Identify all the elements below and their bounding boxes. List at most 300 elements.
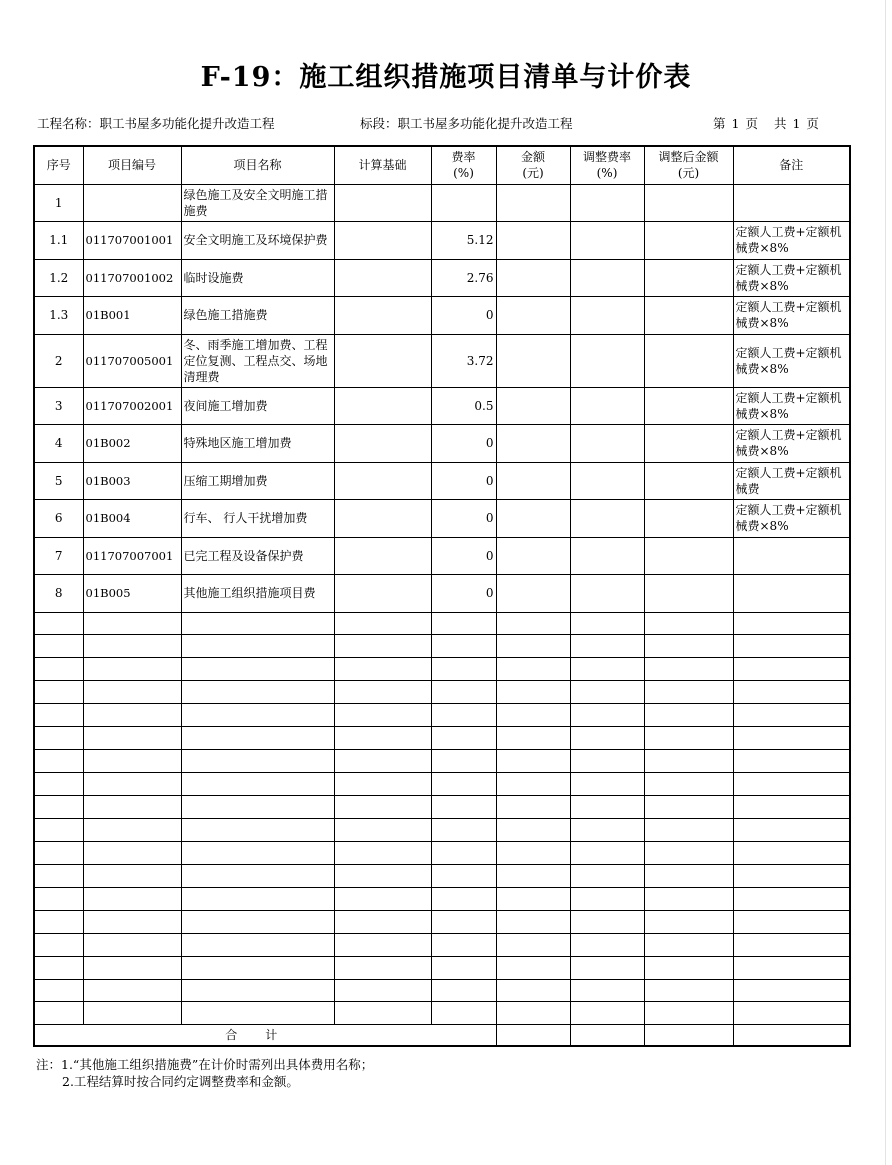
empty-cell: [733, 818, 850, 841]
empty-cell: [334, 796, 431, 819]
empty-row: [34, 612, 850, 635]
cell-adj-amount: [644, 425, 733, 463]
cell-base: [334, 462, 431, 500]
cell-base: [334, 425, 431, 463]
header-rate-label: 费率: [451, 150, 476, 165]
empty-cell: [431, 841, 496, 864]
cell-amount: [496, 537, 570, 575]
empty-cell: [644, 887, 733, 910]
cell-base: [334, 387, 431, 425]
empty-cell: [644, 727, 733, 750]
empty-cell: [334, 1002, 431, 1025]
empty-cell: [644, 704, 733, 727]
cell-adj-amount: [644, 500, 733, 538]
empty-cell: [431, 727, 496, 750]
table-row: [34, 575, 850, 613]
empty-cell: [496, 612, 570, 635]
empty-cell: [733, 933, 850, 956]
empty-cell: [181, 979, 334, 1002]
table-row: [34, 425, 850, 463]
empty-cell: [34, 818, 83, 841]
empty-row: [34, 818, 850, 841]
cell-code: 01B001: [83, 297, 181, 335]
cell-seq: 2: [34, 334, 83, 387]
cell-code: 01B004: [83, 500, 181, 538]
cell-remark: 定额人工费+定额机械费×8%: [733, 387, 850, 425]
empty-cell: [431, 704, 496, 727]
footnote-2: 2.工程结算时按合同约定调整费率和金额。: [62, 1074, 299, 1089]
total-word: 共: [773, 116, 787, 131]
cell-code: 01B005: [83, 575, 181, 613]
empty-row: [34, 979, 850, 1002]
cell-amount: [496, 259, 570, 297]
empty-cell: [431, 1002, 496, 1025]
empty-cell: [181, 796, 334, 819]
empty-cell: [334, 887, 431, 910]
cell-adj-rate: [570, 259, 644, 297]
header-amount: [496, 146, 570, 184]
empty-cell: [83, 658, 181, 681]
empty-cell: [733, 796, 850, 819]
empty-cell: [34, 704, 83, 727]
empty-cell: [496, 956, 570, 979]
empty-cell: [496, 658, 570, 681]
empty-cell: [34, 635, 83, 658]
project-name: 工程名称：职工书屋多功能化提升改造工程: [37, 116, 275, 131]
empty-cell: [334, 704, 431, 727]
empty-cell: [181, 773, 334, 796]
total-pages: 1: [792, 116, 801, 131]
empty-cell: [570, 887, 644, 910]
table-row: [34, 222, 850, 260]
cell-remark: 定额人工费+定额机械费×8%: [733, 425, 850, 463]
empty-cell: [431, 818, 496, 841]
header-seq: 序号: [34, 146, 83, 184]
header-rate-unit: (%): [453, 166, 474, 181]
empty-cell: [83, 841, 181, 864]
cell-remark: 定额人工费+定额机械费: [733, 462, 850, 500]
empty-row: [34, 956, 850, 979]
cell-base: [334, 537, 431, 575]
empty-cell: [34, 773, 83, 796]
header-amount-unit: (元): [522, 166, 544, 181]
cell-amount: [496, 500, 570, 538]
empty-cell: [570, 979, 644, 1002]
empty-cell: [334, 979, 431, 1002]
cell-amount: [496, 462, 570, 500]
empty-cell: [334, 864, 431, 887]
cell-code: 011707002001: [83, 387, 181, 425]
empty-cell: [181, 750, 334, 773]
cell-seq: 5: [34, 462, 83, 500]
header-adj-rate-label: 调整费率: [582, 150, 631, 165]
empty-cell: [570, 658, 644, 681]
cell-adj-amount: [644, 462, 733, 500]
total-remark: [733, 1025, 850, 1046]
empty-cell: [570, 612, 644, 635]
empty-cell: [431, 933, 496, 956]
total-amount: [496, 1025, 570, 1046]
cell-name: 临时设施费: [181, 259, 334, 297]
cell-adj-amount: [644, 184, 733, 222]
cell-remark: 定额人工费+定额机械费×8%: [733, 500, 850, 538]
empty-cell: [570, 727, 644, 750]
total-row: [34, 1025, 850, 1046]
empty-cell: [431, 612, 496, 635]
empty-cell: [431, 956, 496, 979]
empty-cell: [334, 750, 431, 773]
cell-remark: 定额人工费+定额机械费×8%: [733, 259, 850, 297]
cell-base: [334, 297, 431, 335]
empty-cell: [334, 727, 431, 750]
empty-cell: [34, 681, 83, 704]
cell-remark: 定额人工费+定额机械费×8%: [733, 297, 850, 335]
empty-cell: [733, 658, 850, 681]
empty-cell: [496, 1002, 570, 1025]
table-row: [34, 259, 850, 297]
cell-amount: [496, 387, 570, 425]
empty-cell: [34, 864, 83, 887]
empty-cell: [733, 864, 850, 887]
empty-cell: [644, 979, 733, 1002]
empty-row: [34, 796, 850, 819]
empty-cell: [733, 704, 850, 727]
empty-cell: [496, 796, 570, 819]
empty-cell: [570, 818, 644, 841]
empty-cell: [733, 956, 850, 979]
empty-cell: [644, 635, 733, 658]
cell-rate: 0.5: [431, 387, 496, 425]
empty-cell: [83, 704, 181, 727]
total-adj-amount: [644, 1025, 733, 1046]
empty-cell: [733, 727, 850, 750]
empty-cell: [644, 658, 733, 681]
empty-cell: [181, 841, 334, 864]
empty-row: [34, 887, 850, 910]
empty-row: [34, 933, 850, 956]
cell-rate: 0: [431, 297, 496, 335]
table-row: [34, 537, 850, 575]
empty-cell: [431, 635, 496, 658]
empty-cell: [83, 956, 181, 979]
cell-remark: [733, 537, 850, 575]
cell-adj-amount: [644, 222, 733, 260]
empty-cell: [334, 933, 431, 956]
empty-cell: [644, 796, 733, 819]
cell-base: [334, 222, 431, 260]
cell-base: [334, 575, 431, 613]
cell-adj-rate: [570, 500, 644, 538]
cell-adj-rate: [570, 462, 644, 500]
empty-cell: [570, 681, 644, 704]
empty-cell: [644, 1002, 733, 1025]
cell-adj-rate: [570, 387, 644, 425]
empty-row: [34, 704, 850, 727]
empty-cell: [334, 635, 431, 658]
empty-row: [34, 727, 850, 750]
empty-row: [34, 841, 850, 864]
cell-seq: 7: [34, 537, 83, 575]
page-edge-line: [885, 0, 886, 1165]
empty-cell: [34, 887, 83, 910]
table-row: [34, 387, 850, 425]
header-name: 项目名称: [181, 146, 334, 184]
cell-rate: 2.76: [431, 259, 496, 297]
empty-cell: [83, 864, 181, 887]
empty-cell: [83, 612, 181, 635]
footnote-1: 注：1.“其他施工组织措施费”在计价时需列出具体费用名称；: [36, 1057, 374, 1072]
empty-cell: [34, 956, 83, 979]
empty-cell: [431, 864, 496, 887]
empty-cell: [570, 704, 644, 727]
empty-cell: [431, 681, 496, 704]
cell-amount: [496, 425, 570, 463]
empty-cell: [334, 612, 431, 635]
cell-seq: 1: [34, 184, 83, 222]
empty-cell: [334, 956, 431, 979]
empty-cell: [570, 864, 644, 887]
empty-row: [34, 910, 850, 933]
header-remark: 备注: [733, 146, 850, 184]
cell-remark: 定额人工费+定额机械费×8%: [733, 334, 850, 387]
cell-rate: 5.12: [431, 222, 496, 260]
empty-row: [34, 658, 850, 681]
empty-cell: [570, 841, 644, 864]
empty-cell: [496, 681, 570, 704]
empty-cell: [34, 727, 83, 750]
empty-cell: [644, 910, 733, 933]
cell-name: 夜间施工增加费: [181, 387, 334, 425]
cell-amount: [496, 222, 570, 260]
empty-cell: [644, 841, 733, 864]
empty-cell: [733, 750, 850, 773]
cell-amount: [496, 334, 570, 387]
empty-cell: [83, 933, 181, 956]
empty-cell: [34, 612, 83, 635]
empty-cell: [181, 956, 334, 979]
cell-name: 行车、 行人干扰增加费: [181, 500, 334, 538]
empty-cell: [83, 1002, 181, 1025]
cell-rate: [431, 184, 496, 222]
table-row: [34, 184, 850, 222]
empty-cell: [644, 864, 733, 887]
cell-seq: 1.1: [34, 222, 83, 260]
empty-cell: [181, 1002, 334, 1025]
cell-name: 已完工程及设备保护费: [181, 537, 334, 575]
page-number: 1: [731, 116, 740, 131]
header-adj-rate: [570, 146, 644, 184]
empty-cell: [570, 773, 644, 796]
total-label: 合计: [34, 1025, 496, 1046]
empty-cell: [181, 727, 334, 750]
empty-cell: [570, 956, 644, 979]
empty-row: [34, 750, 850, 773]
cell-adj-amount: [644, 537, 733, 575]
empty-row: [34, 864, 850, 887]
cell-base: [334, 500, 431, 538]
cell-name: 特殊地区施工增加费: [181, 425, 334, 463]
empty-cell: [570, 1002, 644, 1025]
cell-adj-amount: [644, 387, 733, 425]
empty-cell: [34, 933, 83, 956]
empty-cell: [334, 658, 431, 681]
empty-cell: [181, 635, 334, 658]
cell-seq: 3: [34, 387, 83, 425]
empty-cell: [496, 704, 570, 727]
empty-cell: [83, 910, 181, 933]
empty-cell: [181, 818, 334, 841]
cell-rate: 0: [431, 575, 496, 613]
empty-row: [34, 1002, 850, 1025]
cell-rate: 0: [431, 462, 496, 500]
header-amount-label: 金额: [520, 150, 545, 165]
cell-name: 其他施工组织措施项目费: [181, 575, 334, 613]
empty-cell: [496, 841, 570, 864]
empty-cell: [431, 796, 496, 819]
empty-cell: [644, 681, 733, 704]
section-name: 标段：职工书屋多功能化提升改造工程: [360, 116, 573, 131]
page-unit: 页: [745, 116, 758, 131]
empty-cell: [733, 635, 850, 658]
empty-cell: [570, 635, 644, 658]
empty-cell: [181, 612, 334, 635]
empty-cell: [334, 681, 431, 704]
cell-rate: 0: [431, 537, 496, 575]
empty-cell: [496, 910, 570, 933]
document-title: F-19：施工组织措施项目清单与计价表: [200, 62, 692, 93]
empty-cell: [181, 658, 334, 681]
cell-base: [334, 259, 431, 297]
empty-cell: [644, 818, 733, 841]
measures-table: [33, 145, 851, 1047]
empty-cell: [34, 796, 83, 819]
empty-cell: [334, 910, 431, 933]
table-row: [34, 462, 850, 500]
cell-seq: 8: [34, 575, 83, 613]
header-rate: [431, 146, 496, 184]
cell-amount: [496, 297, 570, 335]
empty-cell: [496, 750, 570, 773]
cell-amount: [496, 184, 570, 222]
empty-cell: [733, 681, 850, 704]
cell-adj-rate: [570, 575, 644, 613]
empty-cell: [733, 1002, 850, 1025]
empty-cell: [733, 612, 850, 635]
empty-cell: [496, 773, 570, 796]
empty-cell: [431, 773, 496, 796]
cell-name: 安全文明施工及环境保护费: [181, 222, 334, 260]
cell-adj-rate: [570, 297, 644, 335]
header-adj-amount-unit: (元): [677, 166, 700, 181]
empty-cell: [181, 864, 334, 887]
empty-cell: [570, 910, 644, 933]
empty-cell: [181, 933, 334, 956]
empty-cell: [83, 750, 181, 773]
cell-rate: 0: [431, 500, 496, 538]
empty-row: [34, 635, 850, 658]
empty-cell: [570, 933, 644, 956]
empty-cell: [733, 910, 850, 933]
cell-rate: 0: [431, 425, 496, 463]
cell-name: 绿色施工及安全文明施工措施费: [181, 184, 334, 222]
cell-adj-rate: [570, 425, 644, 463]
total-adj-rate: [570, 1025, 644, 1046]
empty-cell: [496, 818, 570, 841]
empty-cell: [34, 750, 83, 773]
cell-code: 011707001002: [83, 259, 181, 297]
cell-adj-amount: [644, 334, 733, 387]
empty-cell: [496, 864, 570, 887]
empty-cell: [181, 887, 334, 910]
table-header-row: [34, 146, 850, 184]
cell-base: [334, 334, 431, 387]
cell-seq: 4: [34, 425, 83, 463]
empty-cell: [181, 681, 334, 704]
empty-cell: [83, 887, 181, 910]
empty-cell: [644, 956, 733, 979]
empty-cell: [34, 658, 83, 681]
cell-seq: 1.2: [34, 259, 83, 297]
empty-cell: [431, 658, 496, 681]
empty-cell: [644, 933, 733, 956]
cell-adj-rate: [570, 184, 644, 222]
empty-row: [34, 773, 850, 796]
empty-cell: [431, 887, 496, 910]
empty-cell: [496, 933, 570, 956]
cell-adj-amount: [644, 575, 733, 613]
empty-cell: [496, 979, 570, 1002]
cell-seq: 6: [34, 500, 83, 538]
cell-adj-rate: [570, 537, 644, 575]
empty-cell: [334, 841, 431, 864]
empty-cell: [34, 979, 83, 1002]
empty-cell: [644, 773, 733, 796]
header-adj-amount-label: 调整后金额: [658, 150, 719, 165]
cell-code: 011707007001: [83, 537, 181, 575]
header-adj-amount: [644, 146, 733, 184]
table-row: [34, 334, 850, 387]
empty-cell: [334, 773, 431, 796]
empty-cell: [431, 910, 496, 933]
header-base: 计算基础: [334, 146, 431, 184]
cell-name: 绿色施工措施费: [181, 297, 334, 335]
cell-adj-rate: [570, 222, 644, 260]
empty-cell: [644, 750, 733, 773]
empty-cell: [733, 887, 850, 910]
total-unit: 页: [806, 116, 819, 131]
empty-cell: [733, 841, 850, 864]
page-word: 第: [713, 116, 726, 131]
cell-name: 冬、雨季施工增加费、工程定位复测、工程点交、场地清理费: [181, 334, 334, 387]
empty-cell: [83, 727, 181, 750]
empty-cell: [83, 635, 181, 658]
cell-code: 01B002: [83, 425, 181, 463]
footnotes: [36, 1056, 373, 1090]
empty-cell: [34, 910, 83, 933]
cell-remark: [733, 184, 850, 222]
cell-code: [83, 184, 181, 222]
empty-cell: [83, 773, 181, 796]
cell-code: 011707005001: [83, 334, 181, 387]
empty-cell: [496, 635, 570, 658]
cell-remark: [733, 575, 850, 613]
empty-cell: [496, 887, 570, 910]
empty-cell: [181, 910, 334, 933]
cell-amount: [496, 575, 570, 613]
empty-cell: [83, 818, 181, 841]
cell-name: 压缩工期增加费: [181, 462, 334, 500]
empty-cell: [334, 818, 431, 841]
